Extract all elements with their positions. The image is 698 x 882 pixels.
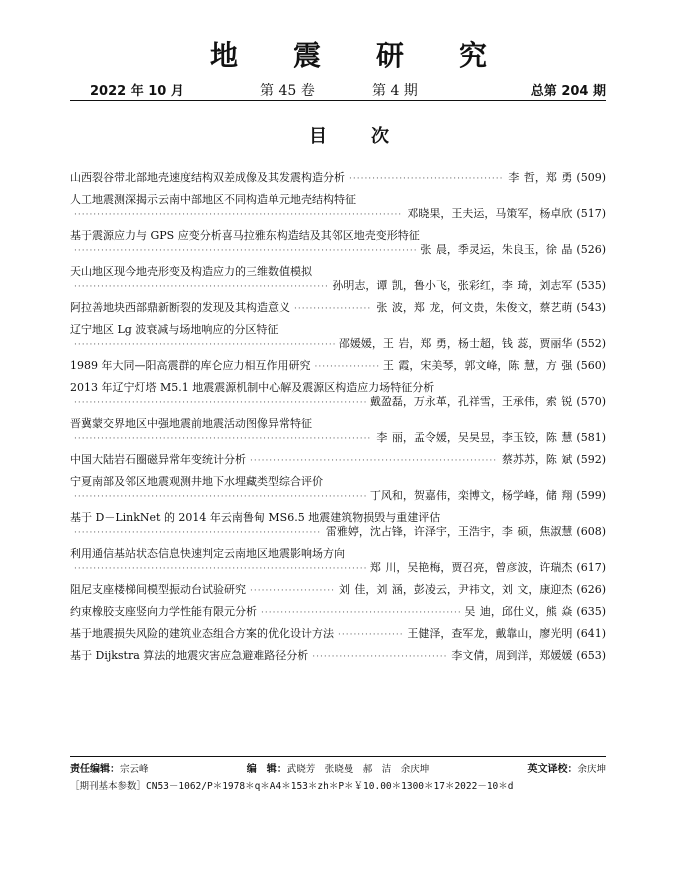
article-authors: 吴 迪，邱仕义，熊 焱 xyxy=(464,605,573,618)
journal-title-char: 研 xyxy=(376,39,406,72)
leader-dots xyxy=(74,208,403,222)
leader-dots xyxy=(294,302,372,316)
footer xyxy=(70,761,606,795)
leader-dots xyxy=(338,628,403,642)
article-authors: 雷雅婷，沈占锋，许泽宇，王浩宇，李 硕，焦淑慧 xyxy=(325,525,573,538)
editor-credits xyxy=(70,761,606,778)
toc-entry xyxy=(70,381,606,410)
toc-list xyxy=(70,171,606,671)
english-editor-label: 英文译校： xyxy=(527,764,578,775)
article-page: (608) xyxy=(576,525,606,538)
article-title: 阻尼支座楼梯间模型振动台试验研究 xyxy=(70,583,246,596)
toc-entry xyxy=(70,265,606,294)
chief-editor-label: 责任编辑： xyxy=(70,764,120,775)
article-page: (581) xyxy=(576,431,606,444)
toc-entry xyxy=(70,417,606,446)
journal-title xyxy=(0,34,698,74)
article-title: 基于地震损失风险的建筑业态组合方案的优化设计方法 xyxy=(70,627,334,640)
leader-dots xyxy=(74,396,366,410)
editors-label: 编 辑： xyxy=(246,764,287,775)
leader-dots xyxy=(250,454,498,468)
article-authors: 李 哲，郑 勇 xyxy=(508,171,573,184)
toc-heading-char: 次 xyxy=(371,126,389,147)
toc-entry xyxy=(70,547,606,576)
article-authors: 丁风和，贺嘉伟，栾博文，杨学峰，储 翔 xyxy=(369,489,573,502)
footer-rule xyxy=(70,756,606,757)
article-page: (570) xyxy=(576,395,606,408)
issue-total: 总第 204 期 xyxy=(530,84,606,99)
leader-dots xyxy=(250,584,335,598)
issue-date: 2022 年 10 月 xyxy=(90,84,184,99)
english-editor-name: 余庆坤 xyxy=(577,764,606,775)
article-authors: 刘 佳，刘 涵，彭凌云，尹祎文，刘 文，康迎杰 xyxy=(338,583,573,596)
journal-title-char: 究 xyxy=(459,39,489,72)
article-title: 基于震源应力与 GPS 应变分析喜马拉雅东构造结及其邻区地壳变形特征 xyxy=(70,229,420,242)
article-authors: 张 晨，季灵运，朱良玉，徐 晶 xyxy=(420,243,573,256)
article-title: 约束橡胶支座竖向力学性能有限元分析 xyxy=(70,605,257,618)
toc-entry xyxy=(70,171,606,186)
toc-entry xyxy=(70,229,606,258)
article-title: 阿拉善地块西部鼎新断裂的发现及其构造意义 xyxy=(70,301,290,314)
toc-heading xyxy=(0,122,698,148)
article-title: 辽宁地区 Lg 波衰减与场地响应的分区特征 xyxy=(70,323,279,336)
leader-dots xyxy=(74,526,322,540)
article-title: 基于 D－LinkNet 的 2014 年云南鲁甸 MS6.5 地震建筑物损毁与重建评估 xyxy=(70,511,441,524)
editors-names: 武晓芳 张晓曼 郝 洁 余庆坤 xyxy=(286,764,430,775)
article-authors: 郑 川，吴艳梅，贾召亮，曾彦波，许瑞杰 xyxy=(369,561,573,574)
article-title: 2013 年辽宁灯塔 M5.1 地震震源机制中心解及震源区构造应力场特征分析 xyxy=(70,381,435,394)
toc-heading-char: 目 xyxy=(309,126,327,147)
leader-dots xyxy=(261,606,460,620)
leader-dots xyxy=(74,432,372,446)
article-page: (626) xyxy=(576,583,606,596)
header-rule xyxy=(70,100,606,101)
article-page: (535) xyxy=(576,279,606,292)
toc-entry xyxy=(70,627,606,642)
article-page: (641) xyxy=(576,627,606,640)
article-page: (592) xyxy=(576,453,606,466)
article-authors: 李 丽，孟令媛，吴昊昱，李玉铰，陈 慧 xyxy=(376,431,573,444)
article-authors: 王健泽，查军龙，戴靠山，廖光明 xyxy=(407,627,573,640)
article-authors: 邓晓果，王夫运，马策军，杨卓欣 xyxy=(407,207,573,220)
toc-entry xyxy=(70,475,606,504)
article-title: 晋冀蒙交界地区中强地震前地震活动图像异常特征 xyxy=(70,417,312,430)
article-page: (599) xyxy=(576,489,606,502)
article-title: 利用通信基站状态信息快速判定云南地区地震影响场方向 xyxy=(70,547,345,560)
leader-dots xyxy=(74,490,366,504)
article-title: 山西裂谷带北部地壳速度结构双差成像及其发震构造分析 xyxy=(70,171,345,184)
article-authors: 王 霞，宋美琴，郭文峰，陈 慧，方 强 xyxy=(382,359,573,372)
toc-entry xyxy=(70,605,606,620)
article-page: (517) xyxy=(576,207,606,220)
article-title: 天山地区现今地壳形变及构造应力的三维数值模拟 xyxy=(70,265,312,278)
article-page: (543) xyxy=(576,301,606,314)
article-title: 1989 年大同—阳高震群的库仑应力相互作用研究 xyxy=(70,359,311,372)
journal-params: ［期刊基本参数］CN53－1062/P＊1978＊q＊A4＊153＊zh＊P＊￥10.00＊1300＊17＊2022－10＊d xyxy=(70,781,514,792)
article-page: (526) xyxy=(576,243,606,256)
chief-editor xyxy=(70,761,149,778)
toc-entry xyxy=(70,323,606,352)
toc-entry xyxy=(70,649,606,664)
article-page: (635) xyxy=(576,605,606,618)
english-editor xyxy=(527,761,606,778)
leader-dots xyxy=(312,650,447,664)
journal-title-char: 地 xyxy=(209,39,239,72)
article-page: (552) xyxy=(576,337,606,350)
article-title: 基于 Dijkstra 算法的地震灾害应急避难路径分析 xyxy=(70,649,309,662)
article-page: (509) xyxy=(576,171,606,184)
issue-volume: 第 45 卷 xyxy=(260,83,315,99)
article-page: (653) xyxy=(576,649,606,662)
toc-entry xyxy=(70,359,606,374)
leader-dots xyxy=(74,280,328,294)
article-authors: 戴盈磊，万永革，孔祥雪，王承伟，索 锐 xyxy=(369,395,573,408)
article-authors: 蔡苏苏，陈 斌 xyxy=(501,453,573,466)
article-title: 宁夏南部及邻区地震观测井地下水埋藏类型综合评价 xyxy=(70,475,323,488)
article-page: (617) xyxy=(576,561,606,574)
toc-entry xyxy=(70,453,606,468)
issue-info xyxy=(70,80,606,100)
leader-dots xyxy=(315,360,379,374)
journal-title-char: 震 xyxy=(292,39,322,72)
article-title: 人工地震测深揭示云南中部地区不同构造单元地壳结构特征 xyxy=(70,193,356,206)
toc-entry xyxy=(70,193,606,222)
toc-entry xyxy=(70,301,606,316)
article-authors: 张 波，郑 龙，何文贵，朱俊文，蔡艺萌 xyxy=(376,301,573,314)
editors xyxy=(247,761,430,778)
leader-dots xyxy=(74,338,335,352)
article-authors: 李文倩，周到洋，郑媛媛 xyxy=(451,649,573,662)
article-authors: 孙明志，谭 凯，鲁小飞，张彩红，李 琦，刘志军 xyxy=(332,279,573,292)
toc-entry xyxy=(70,583,606,598)
leader-dots xyxy=(349,172,504,186)
article-page: (560) xyxy=(576,359,606,372)
article-title: 中国大陆岩石圈磁异常年变统计分析 xyxy=(70,453,246,466)
article-authors: 邵媛媛，王 岩，郑 勇，杨士超，钱 蕊，贾丽华 xyxy=(338,337,573,350)
toc-entry xyxy=(70,511,606,540)
leader-dots xyxy=(74,562,366,576)
chief-editor-name: 宗云峰 xyxy=(120,764,149,775)
leader-dots xyxy=(74,244,416,258)
issue-number: 第 4 期 xyxy=(372,83,418,99)
